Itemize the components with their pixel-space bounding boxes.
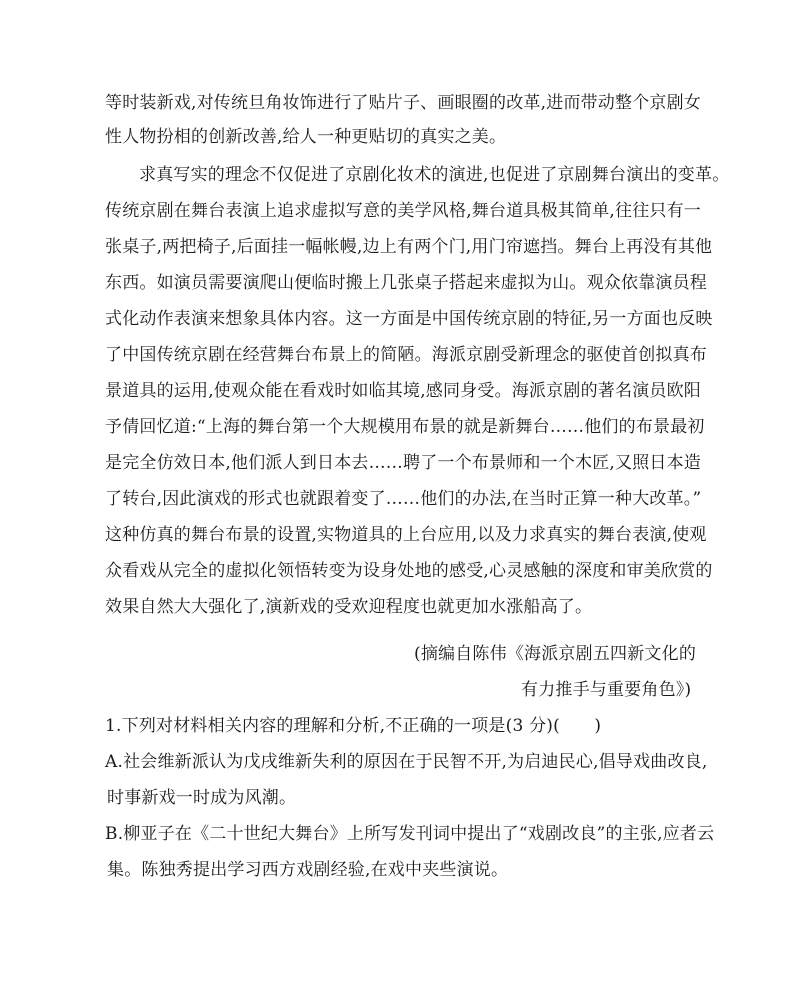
paragraph-2-line-8: 予倩回忆道:“上海的舞台第一个大规模用布景的就是新舞台……他们的布景最初: [105, 417, 705, 437]
paragraph-2-line-5: 式化动作表演来想象具体内容。这一方面是中国传统京剧的特征,另一方面也反映: [105, 309, 713, 329]
option-b-line-1: B.柳亚子在《二十世纪大舞台》上所写发刊词中提出了“戏剧改良”的主张,应者云: [105, 824, 715, 844]
question-1-stem: 1.下列对材料相关内容的理解和分析,不正确的一项是(3 分)( ): [105, 716, 602, 736]
citation-line-1: (摘编自陈伟《海派京剧五四新文化的: [414, 644, 697, 664]
paragraph-2-line-1: 求真写实的理念不仅促进了京剧化妆术的演进,也促进了京剧舞台演出的变革。: [139, 165, 730, 185]
paragraph-2-line-4: 东西。如演员需要演爬山便临时搬上几张桌子搭起来虚拟为山。观众依靠演员程: [105, 273, 707, 293]
paragraph-2-line-11: 这种仿真的舞台布景的设置,实物道具的上台应用,以及力求真实的舞台表演,使观: [105, 525, 707, 545]
paragraph-1-line-2: 性人物扮相的创新改善,给人一种更贴切的真实之美。: [105, 127, 507, 147]
option-a-line-1: A.社会维新派认为戊戌维新失利的原因在于民智不开,为启迪民心,倡导戏曲改良,: [105, 752, 708, 772]
paragraph-2-line-3: 张桌子,两把椅子,后面挂一幅帐幔,边上有两个门,用门帘遮挡。舞台上再没有其他: [105, 237, 713, 257]
paragraph-2-line-13: 效果自然大大强化了,演新戏的受欢迎程度也就更加水涨船高了。: [105, 597, 593, 617]
option-a-line-2: 时事新戏一时成为风潮。: [107, 788, 297, 808]
citation-line-2: 有力推手与重要角色》): [521, 680, 692, 700]
option-b-line-2: 集。陈独秀提出学习西方戏剧经验,在戏中夹些演说。: [107, 860, 509, 880]
paragraph-1-line-1: 等时装新戏,对传统旦角妆饰进行了贴片子、画眼圈的改革,进而带动整个京剧女: [105, 93, 702, 113]
paragraph-2-line-9: 是完全仿效日本,他们派人到日本去……聘了一个布景师和一个木匠,又照日本造: [105, 453, 702, 473]
paragraph-2-line-6: 了中国传统京剧在经营舞台布景上的简陋。海派京剧受新理念的驱使首创拟真布: [105, 345, 707, 365]
paragraph-2-line-12: 众看戏从完全的虚拟化领悟转变为设身处地的感受,心灵感触的深度和审美欣赏的: [105, 561, 713, 581]
paragraph-2-line-2: 传统京剧在舞台表演上追求虚拟写意的美学风格,舞台道具极其简单,往往只有一: [105, 201, 702, 221]
paragraph-2-line-10: 了转台,因此演戏的形式也就跟着变了……他们的办法,在当时正算一种大改革。”: [105, 489, 702, 509]
paragraph-2-line-7: 景道具的运用,使观众能在看戏时如临其境,感同身受。海派京剧的著名演员欧阳: [105, 381, 702, 401]
